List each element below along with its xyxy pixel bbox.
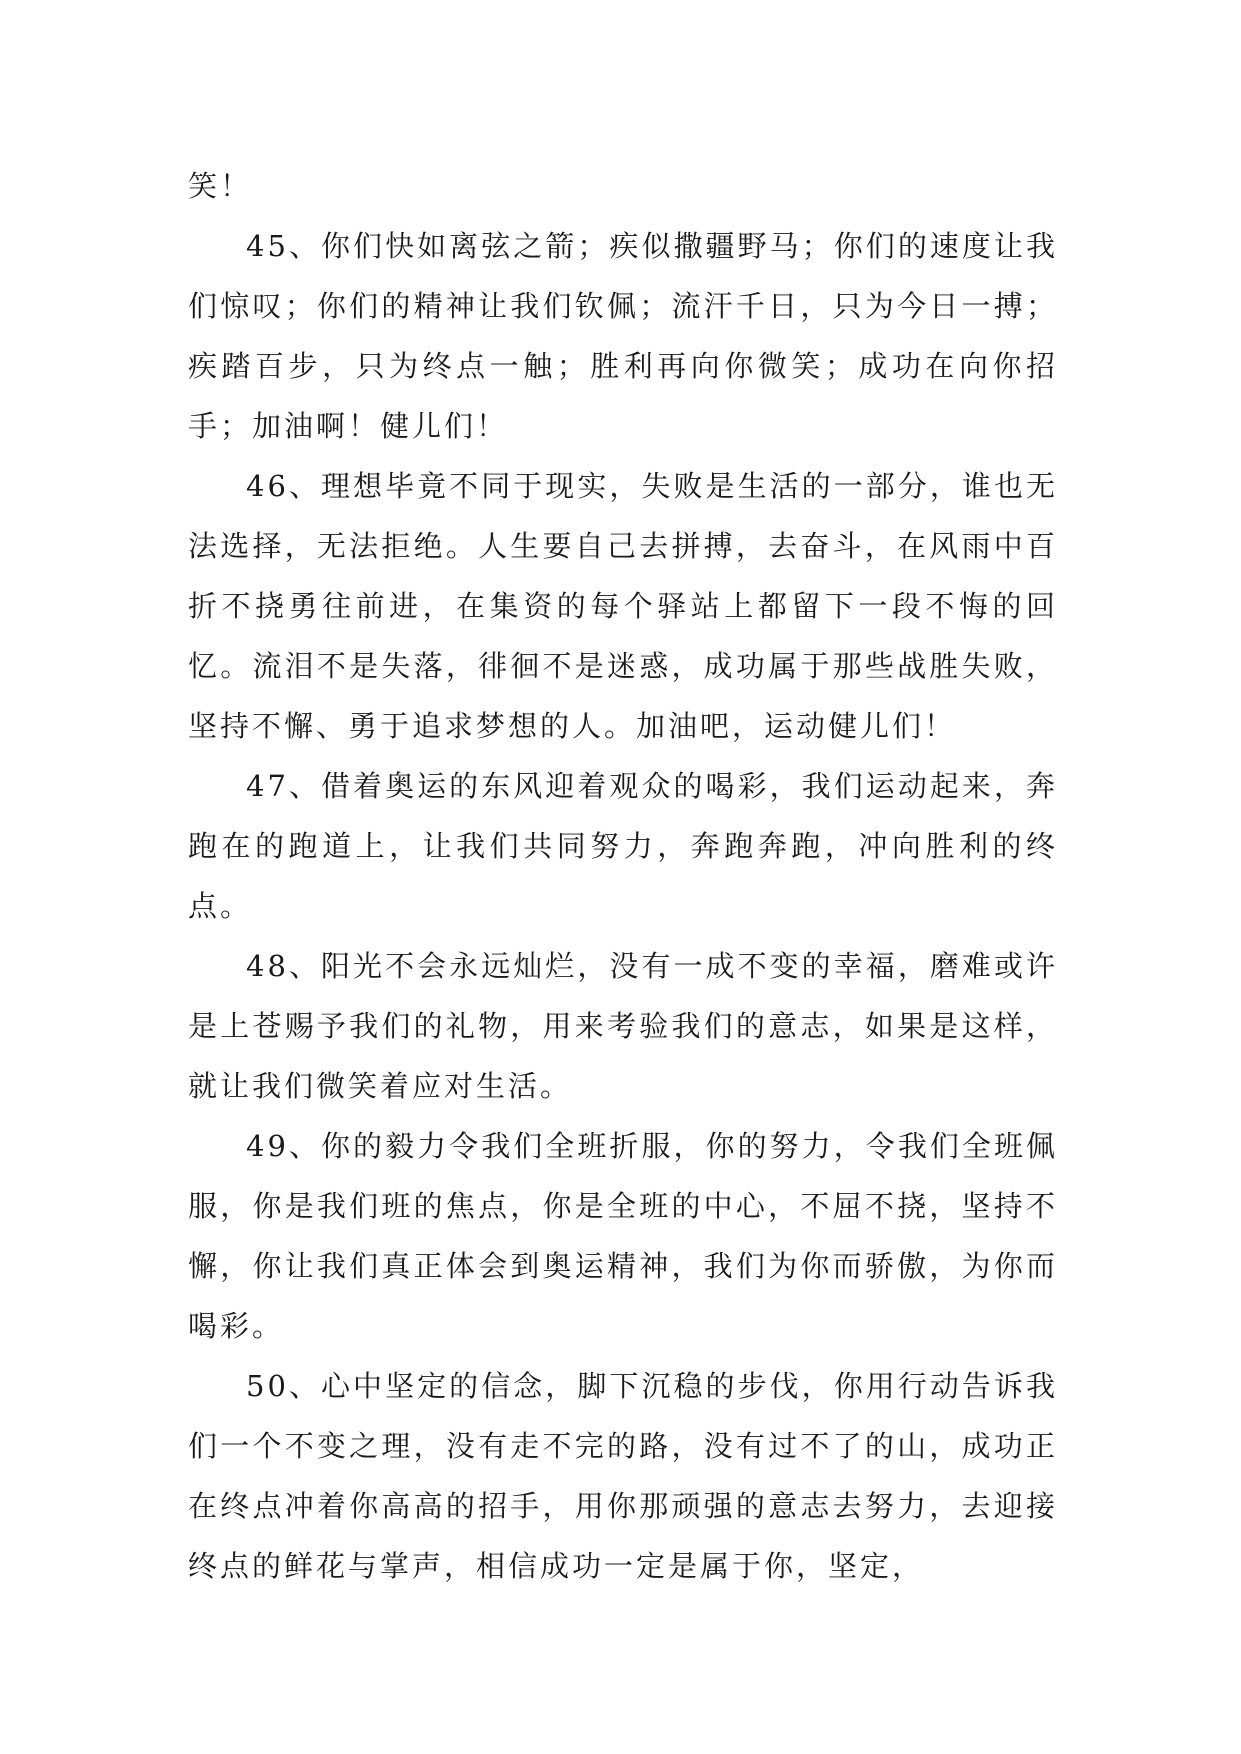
paragraph-47: 47、借着奥运的东风迎着观众的喝彩，我们运动起来，奔跑在的跑道上，让我们共同努力，奔跑奔跑，冲向胜利的终点。 [188,769,1058,923]
paragraph-45: 45、你们快如离弦之箭；疾似撒疆野马；你们的速度让我们惊叹；你们的精神让我们钦佩；流汗千日，只为今日一搏；疾踏百步，只为终点一触；胜利再向你微笑；成功在向你招手；加油啊！健儿们！ [188,229,1058,443]
paragraph-49: 49、你的毅力令我们全班折服，你的努力，令我们全班佩服，你是我们班的焦点，你是全班的中心，不屈不挠，坚持不懈，你让我们真正体会到奥运精神，我们为你而骄傲，为你而喝彩。 [188,1129,1058,1343]
paragraph-46: 46、理想毕竟不同于现实，失败是生活的一部分，谁也无法选择，无法拒绝。人生要自己去拼搏，去奋斗，在风雨中百折不挠勇往前进，在集资的每个驿站上都留下一段不悔的回忆。流泪不是失落，徘徊不是迷惑，成功属于那些战胜失败，坚持不懈、勇于追求梦想的人。加油吧，运动健儿们！ [188,469,1058,743]
paragraph-48: 48、阳光不会永远灿烂，没有一成不变的幸福，磨难或许是上苍赐予我们的礼物，用来考验我们的意志，如果是这样，就让我们微笑着应对生活。 [188,949,1058,1103]
paragraph-50: 50、心中坚定的信念，脚下沉稳的步伐，你用行动告诉我们一个不变之理，没有走不完的路，没有过不了的山，成功正在终点冲着你高高的招手，用你那顽强的意志去努力，去迎接终点的鲜花与掌声，相信成功一定是属于你，坚定， [188,1369,1058,1583]
document-body [188,156,1058,1596]
paragraph-continuation: 笑！ [188,169,253,203]
